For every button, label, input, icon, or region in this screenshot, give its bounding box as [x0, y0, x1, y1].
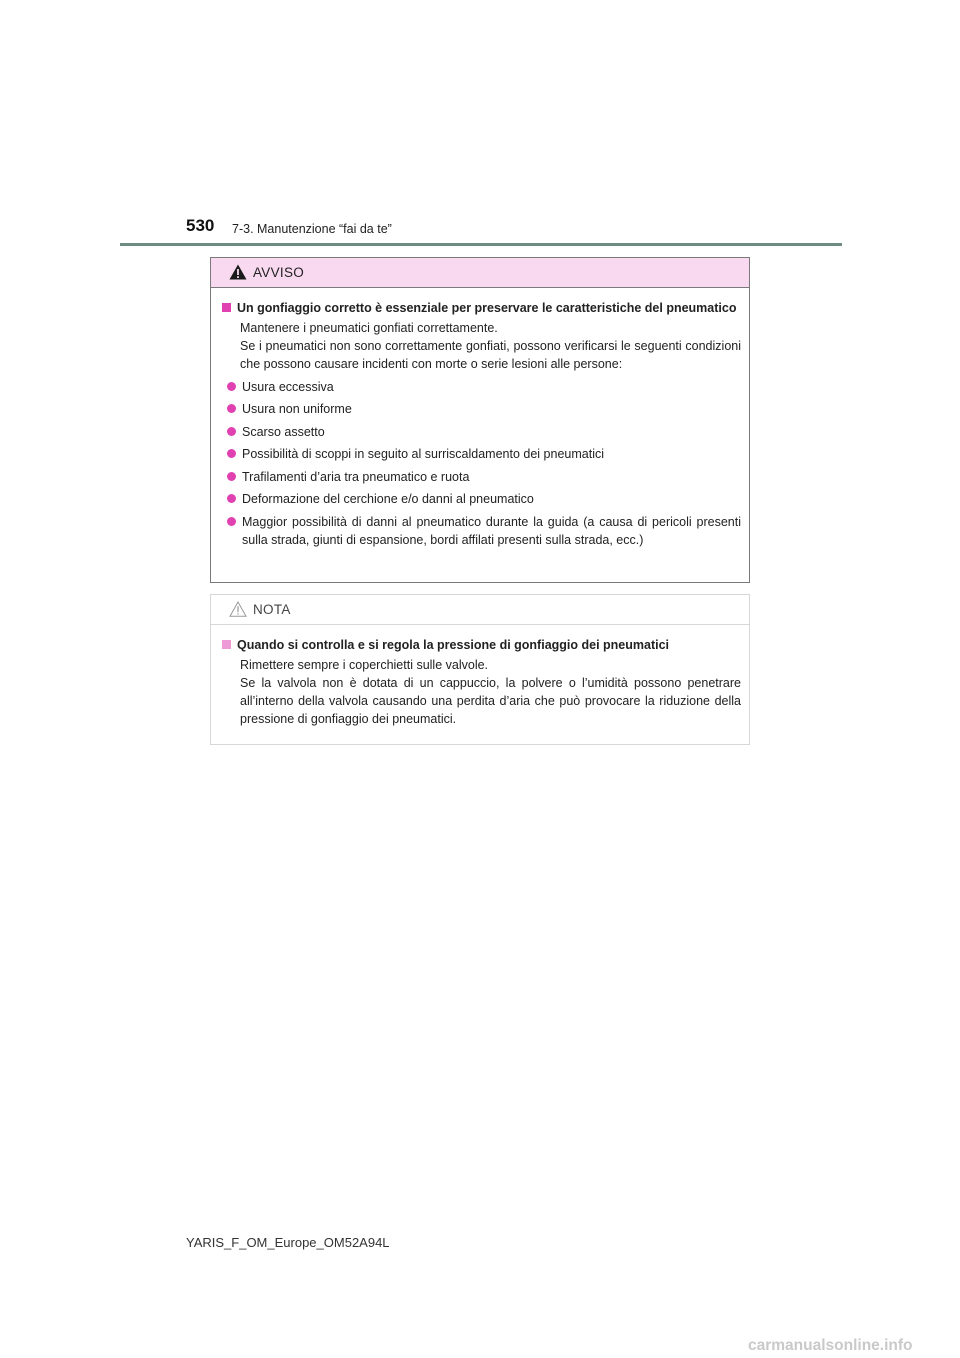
warning-triangle-icon [229, 264, 247, 280]
watermark-text: carmanualsonline.info [748, 1337, 913, 1354]
document-id: YARIS_F_OM_Europe_OM52A94L [186, 1235, 390, 1250]
warning-heading: Un gonfiaggio corretto è essenziale per preservare le caratteristiche del pneumatico [221, 299, 741, 317]
square-bullet-icon [222, 640, 231, 649]
circle-bullet-icon [227, 404, 236, 413]
list-item: Trafilamenti d’aria tra pneumatico e ruota [226, 468, 741, 486]
warning-body [211, 288, 749, 549]
warning-header [211, 258, 749, 288]
note-box [210, 594, 750, 745]
caution-outline-triangle-icon [229, 601, 247, 617]
note-heading: Quando si controlla e si regola la pressione di gonfiaggio dei pneumatici [221, 636, 741, 654]
warning-bullet-list [221, 378, 741, 549]
circle-bullet-icon [227, 494, 236, 503]
circle-bullet-icon [227, 449, 236, 458]
list-item: Possibilità di scoppi in seguito al surriscaldamento dei pneumatici [226, 445, 741, 463]
warning-label: AVVISO [253, 265, 305, 280]
list-item: Deformazione del cerchione e/o danni al pneumatico [226, 490, 741, 508]
circle-bullet-icon [227, 517, 236, 526]
note-header [211, 595, 749, 625]
note-body [211, 625, 749, 728]
note-label: NOTA [253, 602, 291, 617]
page-number: 530 [186, 216, 215, 235]
section-title: 7-3. Manutenzione “fai da te” [232, 222, 392, 236]
note-paragraph: Rimettere sempre i coperchietti sulle valvole. Se la valvola non è dotata di un cappuccio, la polvere o l’umidità possono penetrare all’interno della valvola causando una perdita d’aria che può provocare la riduzione della pressione di gonfiaggio dei pneumatici. [240, 658, 741, 726]
list-item: Usura non uniforme [226, 400, 741, 418]
circle-bullet-icon [227, 472, 236, 481]
circle-bullet-icon [227, 427, 236, 436]
header-divider [120, 243, 842, 246]
list-item: Scarso assetto [226, 423, 741, 441]
warning-paragraph: Mantenere i pneumatici gonfiati correttamente. Se i pneumatici non sono correttamente gonfiati, possono verificarsi le seguenti condizioni che possono causare incidenti con morte o serie lesioni alle persone: [240, 321, 741, 371]
warning-box [210, 257, 750, 583]
list-item: Maggior possibilità di danni al pneumatico durante la guida (a causa di pericoli presenti sulla strada, giunti di espansione, bordi affilati presenti sulla strada, ecc.) [226, 513, 741, 549]
square-bullet-icon [222, 303, 231, 312]
list-item: Usura eccessiva [226, 378, 741, 396]
circle-bullet-icon [227, 382, 236, 391]
